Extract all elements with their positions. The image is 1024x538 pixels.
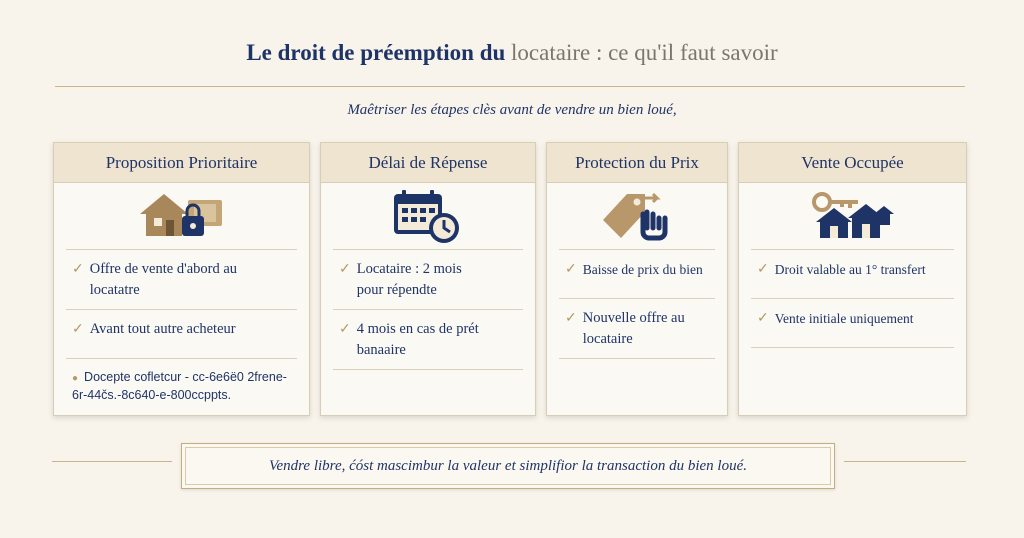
- list-item: ✓ Locataire : 2 mois pour répendte: [339, 261, 462, 298]
- title-main: Le droit de préemption du: [246, 40, 512, 65]
- card-title: Délai de Répense: [321, 143, 535, 183]
- calendar-clock-icon: [321, 183, 535, 249]
- check-icon: ✓: [565, 262, 577, 277]
- list-item: ✓ Nouvelle offre au locataire: [565, 310, 685, 347]
- card-note: ● Docepte cofletcur - cc-6e6ë0 2frene-6r-44čs.-8c640-e-800ccppts.: [72, 370, 287, 402]
- card-title: Vente Occupée: [739, 143, 966, 183]
- page-title: [0, 40, 1024, 66]
- list-item: ✓ 4 mois en cas de prét banaaire: [339, 321, 479, 358]
- list-item: ✓ Avant tout autre acheteur: [54, 310, 309, 358]
- footer-banner: [181, 443, 835, 489]
- house-key-icon: [54, 183, 309, 249]
- check-icon: ✓: [339, 322, 351, 337]
- check-icon: ✓: [757, 262, 769, 277]
- check-icon: ✓: [72, 322, 84, 337]
- bullet-icon: ●: [72, 373, 79, 384]
- list-item: ✓ Droit valable au 1° transfert: [739, 250, 966, 298]
- footer-text: Vendre libre, ćóst mascimbur la valeur et simplifior la transaction du bien loué.: [185, 447, 831, 485]
- list-item: ✓ Vente initiale uniquement: [739, 299, 966, 347]
- check-icon: ✓: [339, 262, 351, 277]
- key-houses-icon: [739, 183, 966, 249]
- card-protection-du-prix: [546, 142, 728, 416]
- list-item: ✓ Baisse de prix du bien: [547, 250, 727, 298]
- divider: [559, 358, 715, 359]
- check-icon: ✓: [565, 311, 577, 326]
- check-icon: ✓: [757, 311, 769, 326]
- divider: [333, 369, 523, 370]
- card-title: Proposition Prioritaire: [54, 143, 309, 183]
- card-vente-occupee: [738, 142, 967, 416]
- list-item: ✓ Offre de vente d'abord au locatatre: [72, 261, 238, 298]
- card-delai-de-reponse: [320, 142, 536, 416]
- title-muted: locataire : ce qu'il faut savoir: [511, 40, 778, 65]
- footer-rule-right: [844, 461, 966, 462]
- title-divider: [55, 86, 965, 87]
- divider: [751, 347, 954, 348]
- price-tag-hand-icon: [547, 183, 727, 249]
- card-title: Protection du Prix: [547, 143, 727, 183]
- card-proposition-prioritaire: [53, 142, 310, 416]
- footer-rule-left: [52, 461, 172, 462]
- check-icon: ✓: [72, 262, 84, 277]
- page-subtitle: Maêtriser les étapes clès avant de vendre un bien loué,: [347, 102, 677, 118]
